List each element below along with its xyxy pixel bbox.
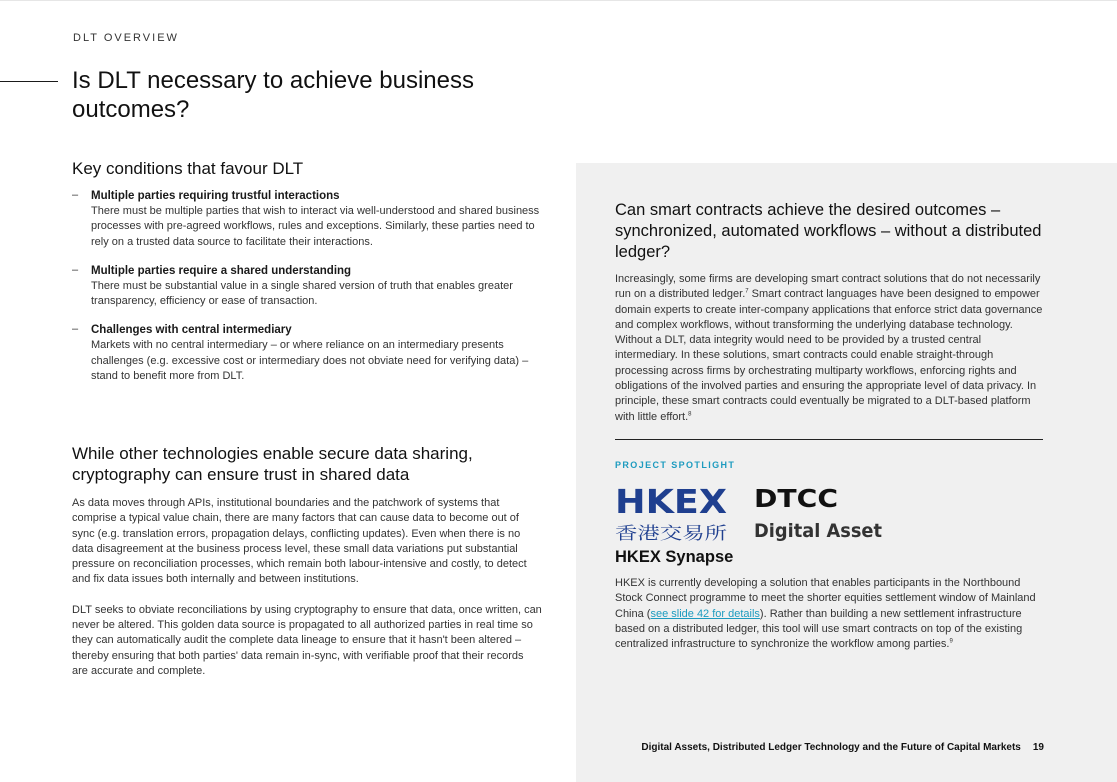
key-conditions-heading: Key conditions that favour DLT [72,159,304,178]
key-conditions-section [72,158,542,398]
page-footer [641,742,1044,753]
hkex-synapse-text-a: HKEX is currently developing a solution that enables participants in the Northbound Stock Connect programme to meet the shorter equities settlement window of Mainland China ( [615,576,1036,620]
list-item [72,189,542,250]
right-panel [576,163,1117,782]
smart-contracts-heading: Can smart contracts achieve the desired outcomes – synchronized, automated workflows – without a distributed ledger? [615,201,1042,261]
footnote-ref-7[interactable]: 7 [745,288,749,295]
list-item-title: Multiple parties requiring trustful interactions [91,190,340,202]
dash-bullet: – [72,263,79,276]
slide-42-link[interactable]: see slide 42 for details [650,607,760,620]
list-item [72,264,542,310]
smart-contracts-text-a: Increasingly, some firms are developing smart contract solutions that do not necessarily run on a distributed ledger. [615,273,1041,301]
secure-sharing-heading: While other technologies enable secure data sharing, cryptography can ensure trust in shared data [72,444,473,484]
footer-title: Digital Assets, Distributed Ledger Technology and the Future of Capital Markets [641,742,1021,753]
dtcc-digital-asset-logo [754,485,889,545]
title-rule [0,81,58,82]
hkex-synapse-text-b: ). Rather than building a new settlement infrastructure based on a distributed ledger, this tool will use smart contracts on top of the existing centralized infrastructure to synchronize the workflow among parties. [615,607,1023,651]
footnote-ref-8[interactable]: 8 [688,411,692,418]
hkex-wordmark: HKEX [615,484,727,521]
footnote-ref-9[interactable]: 9 [949,638,953,645]
partner-logos [615,485,1043,545]
digital-asset-wordmark: Digital Asset [754,519,882,542]
dash-bullet: – [72,189,79,201]
secure-sharing-paragraph-1: As data moves through APIs, institutional boundaries and the patchwork of systems that comprise a typical value chain, there are many factors that can cause data to become out of sync (e.g. translation errors, propagation delays, conflicting updates). Even when there is no data disagreement at the business process level, these small data variations put substantial pressure on reconciliation processes, which remain both labour-intensive and costly, to detect and fix data issues both internally and between institutions. [72,497,527,586]
key-conditions-list [72,189,542,384]
right-panel-content [615,200,1043,652]
hkex-logo [615,485,735,545]
hkex-chinese-wordmark: 香港交易所 [615,523,727,544]
smart-contracts-text-b: Smart contract languages have been designed to empower domain experts to create inter-company applications that enforce strict data governance and complex workflows, without transforming the underlying database technology. Without a DLT, data integrity would need to be provided by a trusted central intermediary. In these solutions, smart contracts could enable straight-through processing across firms by orchestrating multiparty workflows, enforcing rights and obligations of the involved parties and ensuring the appropriate level of data privacy. In principle, these smart contracts could eventually be migrated to a DLT-based platform with little effort. [615,288,1043,423]
list-item-body: Markets with no central intermediary – or where reliance on an intermediary presents challenges (e.g. excessive cost or intermediary does not obviate need for verifying data) – stand to benefit more from DLT. [91,339,529,383]
list-item-body: There must be multiple parties that wish to interact via well-understood and shared business processes with pre-agreed workflows, rules and exceptions. Similarly, these parties need to rely on a trusted data source to facilitate their interactions. [91,205,540,248]
list-item-title: Multiple parties require a shared understanding [91,264,352,277]
project-spotlight-label: PROJECT SPOTLIGHT [615,459,736,470]
top-border [0,0,1117,1]
page-title: Is DLT necessary to achieve business outcomes? [72,67,474,123]
dash-bullet: – [72,323,79,336]
smart-contracts-paragraph [615,272,1043,425]
hkex-synapse-title: HKEX Synapse [615,547,734,566]
list-item-title: Challenges with central intermediary [91,324,292,337]
section-eyebrow: DLT OVERVIEW [73,32,179,44]
section-divider [615,439,1043,440]
dtcc-wordmark: DTCC [754,484,838,513]
list-item [72,323,542,384]
list-item-body: There must be substantial value in a single shared version of truth that enables greater transparency, efficiency or ease of transaction. [91,279,513,308]
secure-sharing-section [72,443,542,679]
secure-sharing-paragraph-2: DLT seeks to obviate reconciliations by using cryptography to ensure that data, once written, can never be altered. This golden data source is propagated to all authorized parties in real time so they can automatically audit the complete data lineage to ensure that it hasn't been altered – thereby ensuring that both parties' data remain in-sync, with verifiable proof that their records are accurate and complete. [72,603,542,677]
page-number: 19 [1032,742,1044,753]
hkex-synapse-paragraph [615,576,1043,652]
